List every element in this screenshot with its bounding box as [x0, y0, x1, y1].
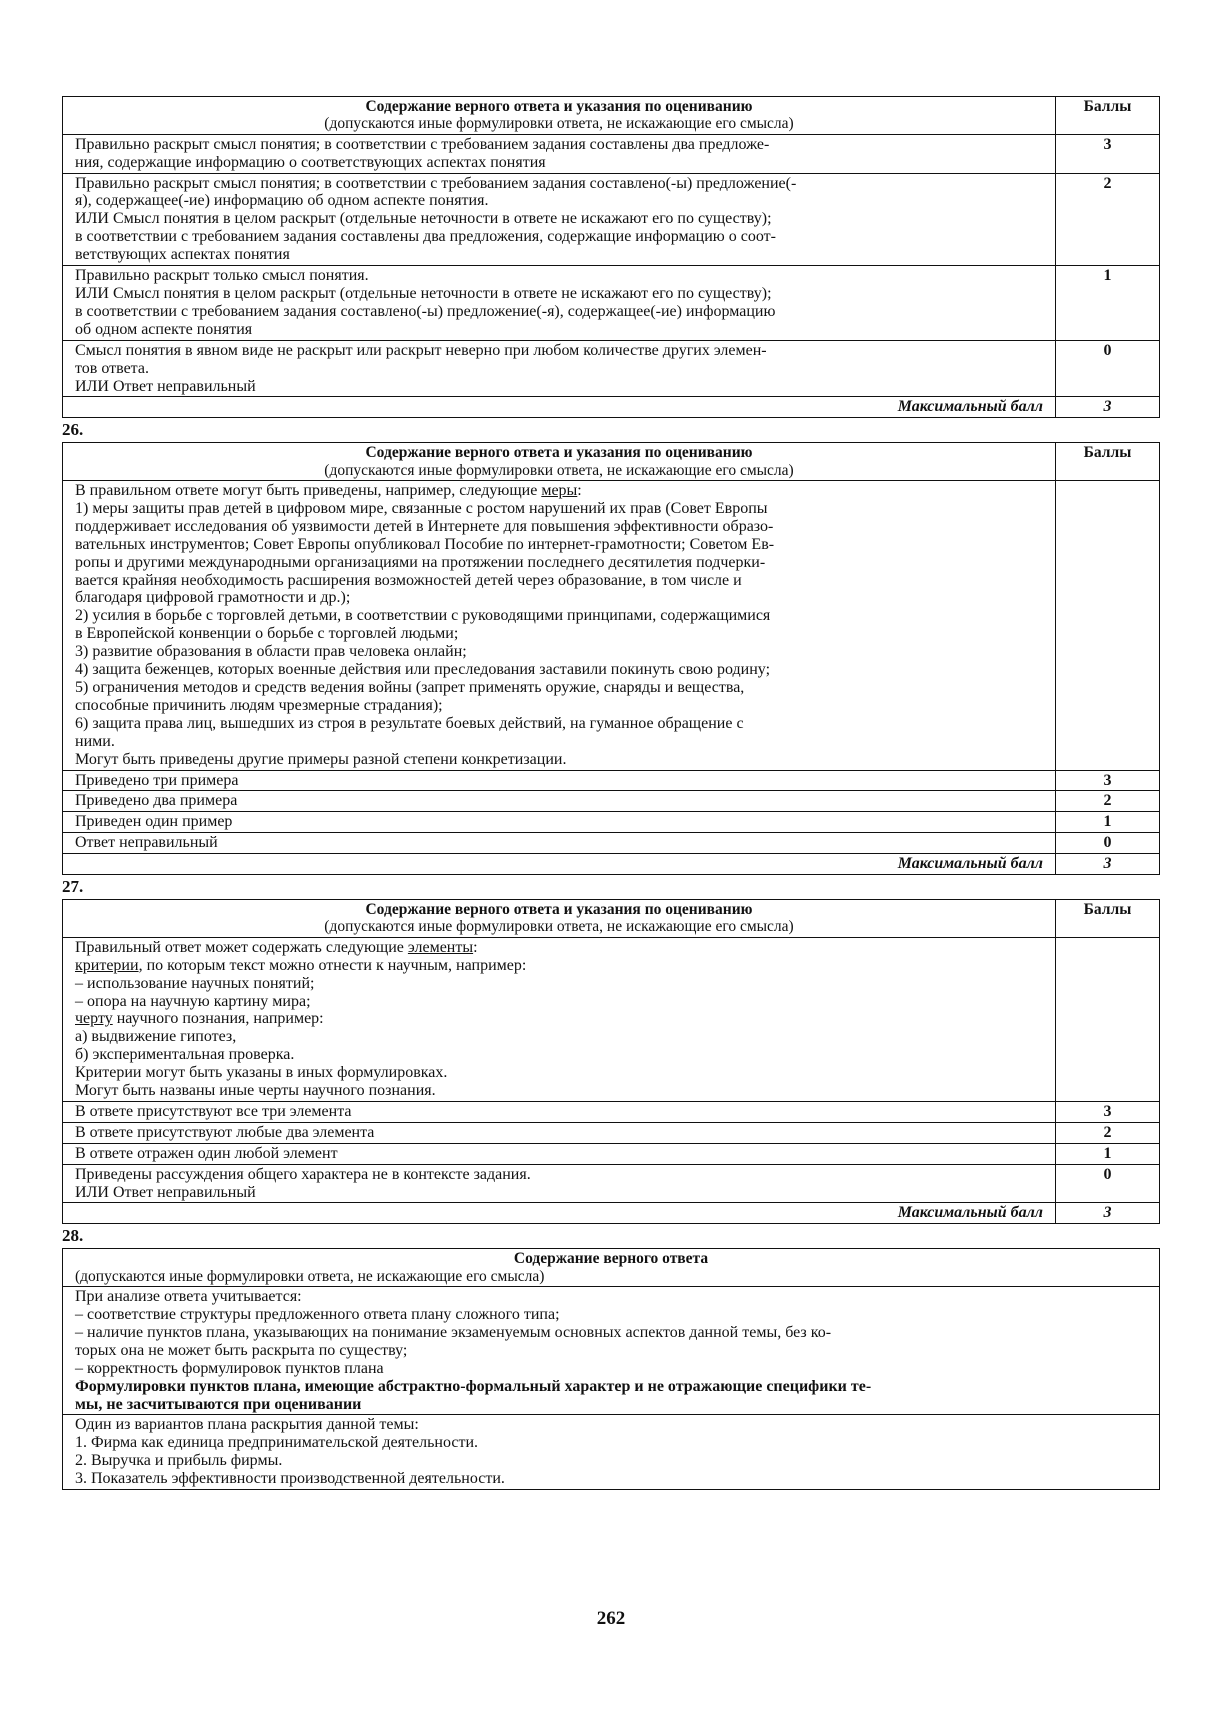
header-subtitle: (допускаются иные формулировки ответа, не искажающие его смысла)	[324, 461, 794, 479]
answer-content-row	[63, 937, 1160, 1101]
text-line: вательных инструментов; Совет Европы опубликовал Пособие по интернет-грамотности; Советом Ев-	[75, 535, 775, 553]
text-line: В ответе отражен один любой элемент	[75, 1144, 338, 1162]
text-line: В ответе присутствуют любые два элемента	[75, 1123, 375, 1141]
table-row	[63, 173, 1160, 266]
table-header-row	[63, 900, 1160, 938]
text-segment: , по которым текст можно отнести к научным, например:	[138, 956, 527, 974]
text-line: я), содержащее(-ие) информацию об одном аспекте понятия.	[75, 192, 489, 210]
table-row	[63, 812, 1160, 833]
table-header-row	[63, 443, 1160, 481]
text-line: тов ответа.	[75, 359, 149, 377]
criterion-cell	[63, 134, 1056, 173]
text-line: 1) меры защиты прав детей в цифровом мире, связанные с ростом нарушений их прав (Совет Европы	[75, 499, 768, 517]
points-header: Баллы	[1056, 900, 1160, 938]
text-line: вается крайняя необходимость расширения возможностей детей через образование, в том числе и	[75, 571, 742, 589]
table-header-row	[63, 1249, 1160, 1287]
text-line: Смысл понятия в явном виде не раскрыт или раскрыт неверно при любом количестве других элемен-	[75, 341, 767, 359]
text-line: Правильно раскрыт только смысл понятия.	[75, 267, 369, 285]
text-line: Один из вариантов плана раскрытия данной темы:	[75, 1416, 419, 1434]
text-line: 5) ограничения методов и средств ведения войны (запрет применять оружие, снаряды и вещества,	[75, 679, 745, 696]
table-row	[63, 791, 1160, 812]
plan-item: 1. Фирма как единица предпринимательской деятельности.	[75, 1434, 479, 1452]
table-row	[63, 340, 1160, 397]
points-header: Баллы	[1056, 97, 1160, 135]
text-line: в Европейской конвенции о борьбе с торговлей людьми;	[75, 625, 459, 643]
header-title: Содержание верного ответа	[513, 1250, 709, 1268]
table-row	[63, 134, 1160, 173]
task-number-26: 26.	[62, 420, 84, 440]
intro-line	[75, 482, 1043, 500]
text-line: – использование научных понятий;	[75, 974, 315, 992]
text-line: ИЛИ Ответ неправильный	[75, 1183, 256, 1201]
text-line: благодаря цифровой грамотности и др.);	[75, 589, 351, 607]
text-line: В ответе присутствуют все три элемента	[75, 1102, 352, 1120]
text-line: Могут быть приведены другие примеры разной степени конкретизации.	[75, 750, 567, 768]
page-content	[62, 96, 1160, 1490]
plan-item: 3. Показатель эффективности производственной деятельности.	[75, 1470, 505, 1488]
criterion-cell: Приведен один пример	[63, 812, 1056, 833]
text-segment: Правильный ответ может содержать следующие	[75, 938, 408, 956]
points-header: Баллы	[1056, 443, 1160, 481]
criterion-cell	[63, 173, 1056, 266]
task-25-table	[62, 96, 1160, 418]
max-score-label: Максимальный балл	[63, 1203, 1056, 1224]
score-cell: 1	[1056, 1143, 1160, 1164]
table-row	[63, 770, 1160, 791]
text-line: Приведены рассуждения общего характера не в контексте задания.	[75, 1165, 531, 1183]
text-line: ния, содержащие информацию о соответствующих аспектах понятия	[75, 153, 546, 171]
criterion-cell	[63, 266, 1056, 341]
empty-score-cell	[1056, 937, 1160, 1101]
header-subtitle: (допускаются иные формулировки ответа, не искажающие его смысла)	[324, 918, 794, 936]
text-line: б) экспериментальная проверка.	[75, 1046, 295, 1064]
table-row	[63, 1101, 1160, 1122]
plan-item: 2. Выручка и прибыль фирмы.	[75, 1452, 283, 1470]
bold-note-line: Формулировки пунктов плана, имеющие абстрактно-формальный характер и не отражающие специфики те-	[75, 1377, 872, 1395]
score-cell: 2	[1056, 173, 1160, 266]
header-subtitle: (допускаются иные формулировки ответа, не искажающие его смысла)	[75, 1267, 545, 1285]
text-line: – опора на научную картину мира;	[75, 992, 311, 1010]
max-score-row	[63, 854, 1160, 875]
text-line: При анализе ответа учитывается:	[75, 1288, 302, 1306]
text-line: – соответствие структуры предложенного ответа плану сложного типа;	[75, 1306, 560, 1323]
text-line: 4) защита беженцев, которых военные действия или преследования заставили покинуть свою родину;	[75, 661, 771, 679]
bold-note-line: мы, не засчитываются при оценивании	[75, 1395, 362, 1413]
text-line: в соответствии с требованием задания составлены два предложения, содержащие информацию о соот-	[75, 228, 776, 246]
underlined-term: черту	[75, 1010, 113, 1028]
criterion-cell: Приведено два примера	[63, 791, 1056, 812]
header-cell	[63, 443, 1056, 481]
text-line: Правильно раскрыт смысл понятия; в соответствии с требованием задания составлено(-ы) предложение(-	[75, 174, 797, 192]
max-score-label: Максимальный балл	[63, 397, 1056, 418]
max-score-row	[63, 1203, 1160, 1224]
plan-row	[63, 1415, 1160, 1490]
header-cell	[63, 97, 1056, 135]
text-line: об одном аспекте понятия	[75, 320, 253, 338]
task-27-table	[62, 899, 1160, 1224]
page-number: 262	[596, 1608, 626, 1629]
text-line: а) выдвижение гипотез,	[75, 1028, 237, 1046]
max-score-value: 3	[1056, 397, 1160, 418]
table-row	[63, 1122, 1160, 1143]
text-line: поддерживает исследования об уязвимости детей в Интернете для повышения эффективности образо-	[75, 517, 774, 535]
text-line: 3) развитие образования в области прав человека онлайн;	[75, 643, 467, 661]
table-row	[63, 266, 1160, 341]
header-title: Содержание верного ответа и указания по оцениванию	[365, 901, 753, 919]
criterion-cell	[63, 1122, 1056, 1143]
header-title: Содержание верного ответа и указания по оцениванию	[365, 98, 753, 115]
table-row	[63, 1164, 1160, 1203]
max-score-value: 3	[1056, 1203, 1160, 1224]
text-segment: :	[473, 938, 478, 956]
header-cell	[63, 1249, 1160, 1287]
score-cell: 1	[1056, 812, 1160, 833]
text-line: 6) защита права лиц, вышедших из строя в результате боевых действий, на гуманное обращение с	[75, 714, 744, 732]
text-line: – наличие пунктов плана, указывающих на понимание экзаменуемым основных аспектов данной темы, без ко-	[75, 1323, 832, 1341]
text-line: 2) усилия в борьбе с торговлей детьми, в соответствии с руководящими принципами, содержащимися	[75, 607, 771, 625]
answer-content-cell	[63, 481, 1056, 771]
header-subtitle: (допускаются иные формулировки ответа, не искажающие его смысла)	[324, 115, 794, 133]
intro-suffix: :	[577, 482, 582, 500]
score-cell: 0	[1056, 1164, 1160, 1203]
table-row	[63, 1143, 1160, 1164]
task-26-table	[62, 442, 1160, 875]
criterion-cell: Ответ неправильный	[63, 833, 1056, 854]
max-score-label: Максимальный балл	[63, 854, 1056, 875]
text-line: ИЛИ Ответ неправильный	[75, 377, 256, 395]
intro-text: В правильном ответе могут быть приведены, например, следующие	[75, 482, 542, 500]
score-cell: 3	[1056, 1101, 1160, 1122]
text-segment: научного познания, например:	[112, 1010, 324, 1028]
analysis-row	[63, 1287, 1160, 1415]
task-number-28: 28.	[62, 1226, 84, 1246]
score-cell: 3	[1056, 134, 1160, 173]
text-line	[75, 957, 1043, 975]
score-cell: 3	[1056, 770, 1160, 791]
table-row	[63, 833, 1160, 854]
text-line: – корректность формулировок пунктов плана	[75, 1359, 384, 1377]
text-line: торых она не может быть раскрыта по существу;	[75, 1341, 408, 1359]
text-line: ропы и другими международными организациями на протяжении последнего десятилетия подчерки-	[75, 553, 766, 571]
max-score-row	[63, 397, 1160, 418]
text-line: ИЛИ Смысл понятия в целом раскрыт (отдельные неточности в ответе не искажают его по существу);	[75, 284, 772, 302]
score-cell: 0	[1056, 833, 1160, 854]
score-cell: 2	[1056, 791, 1160, 812]
text-line: в соответствии с требованием задания составлено(-ы) предложение(-я), содержащее(-ие) информацию	[75, 302, 776, 320]
text-line: Могут быть названы иные черты научного познания.	[75, 1082, 436, 1100]
underlined-term: элементы	[407, 938, 474, 956]
underlined-term: меры	[541, 482, 578, 500]
task-28-table	[62, 1248, 1160, 1490]
answer-content-cell	[63, 937, 1056, 1101]
criterion-cell	[63, 1143, 1056, 1164]
criterion-cell	[63, 340, 1056, 397]
score-cell: 1	[1056, 266, 1160, 341]
underlined-term: критерии	[75, 956, 139, 974]
text-line: ними.	[75, 732, 115, 750]
task-number-27: 27.	[62, 877, 84, 897]
criterion-cell	[63, 1101, 1056, 1122]
text-line: Правильно раскрыт смысл понятия; в соответствии с требованием задания составлены два предложе-	[75, 135, 770, 153]
plan-cell	[63, 1415, 1160, 1490]
text-line: ветствующих аспектах понятия	[75, 246, 290, 264]
analysis-cell	[63, 1287, 1160, 1415]
score-cell: 0	[1056, 340, 1160, 397]
header-title: Содержание верного ответа и указания по оцениванию	[365, 444, 753, 462]
table-header-row	[63, 97, 1160, 135]
max-score-value: 3	[1056, 854, 1160, 875]
text-line: способные причинить людям чрезмерные страдания);	[75, 696, 443, 714]
criterion-cell: Приведено три примера	[63, 770, 1056, 791]
answer-content-row	[63, 481, 1160, 771]
text-line: Критерии могут быть указаны в иных формулировках.	[75, 1064, 448, 1082]
empty-score-cell	[1056, 481, 1160, 771]
criterion-cell	[63, 1164, 1056, 1203]
header-cell	[63, 900, 1056, 938]
text-line	[75, 1010, 1043, 1028]
score-cell: 2	[1056, 1122, 1160, 1143]
text-line	[75, 939, 1043, 957]
text-line: ИЛИ Смысл понятия в целом раскрыт (отдельные неточности в ответе не искажают его по существу);	[75, 210, 772, 228]
